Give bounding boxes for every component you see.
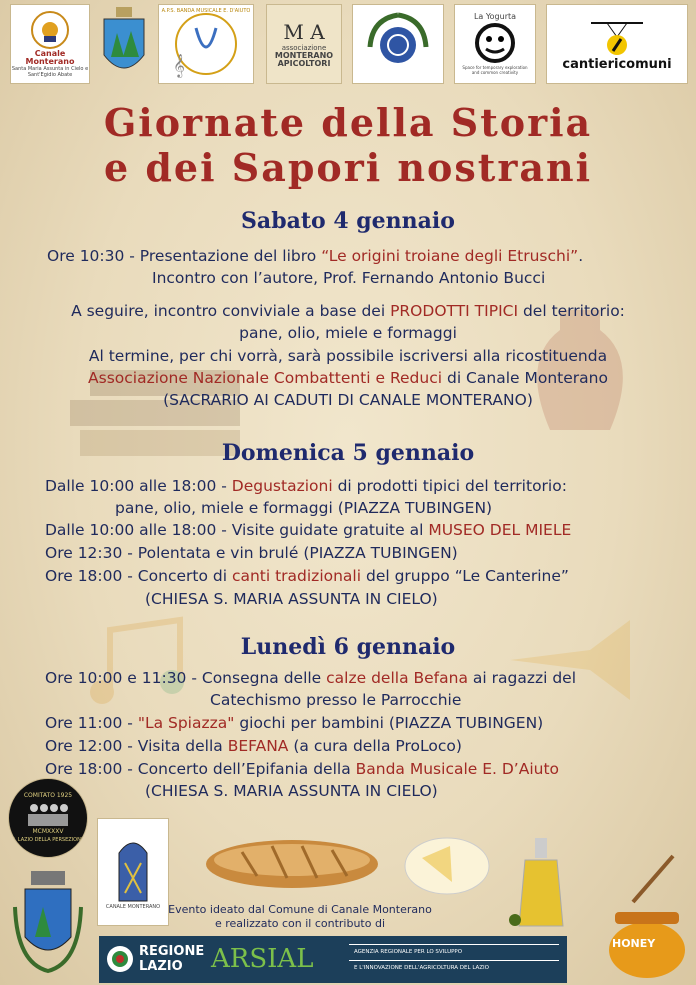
dom-line-3 xyxy=(45,520,571,540)
logo-banda-text: A.P.S. BANDA MUSICALE E. D'AIUTO xyxy=(161,8,251,14)
lun-line-4 xyxy=(45,736,462,756)
yogurta-face-icon xyxy=(472,21,518,65)
apic-name1: MONTERANO xyxy=(274,51,334,60)
dom-l1-end: di prodotti tipici del territorio: xyxy=(332,477,567,495)
arsial-logo: ARSIAL xyxy=(211,944,314,974)
logo-banda-musicale xyxy=(158,4,254,84)
lun-l5-highlight: Banda Musicale E. D’Aiuto xyxy=(355,760,560,778)
arsial-sub-2: E L'INNOVAZIONE DELL'AGRICOLTURA DEL LAZIO xyxy=(354,965,489,971)
sab-line-3 xyxy=(0,301,696,321)
sab-l6-highlight: Associazione Nazionale Combattenti e Reduci xyxy=(88,369,443,387)
lun-l3-text: Ore 11:00 - xyxy=(45,714,138,732)
dom-l5-end: del gruppo “Le Canterine” xyxy=(361,567,569,585)
day-heading-sabato: Sabato 4 gennaio xyxy=(241,208,455,234)
logo-crest xyxy=(98,4,150,84)
dom-line-4: Ore 12:30 - Polentata e vin brulé (PIAZZA TUBINGEN) xyxy=(45,544,458,562)
lun-l4-end: (a cura della ProLoco) xyxy=(288,737,462,755)
logo-cantiericomuni xyxy=(546,4,688,84)
dom-l1-text: Dalle 10:00 alle 18:00 - xyxy=(45,477,232,495)
sab-line-4: pane, olio, miele e formaggi xyxy=(239,324,457,342)
apic-assoc: associazione xyxy=(281,44,327,52)
lun-l1-highlight: calze della Befana xyxy=(326,669,468,687)
logo-laurel-wreath xyxy=(352,4,444,84)
cantieri-name: cantiericomuni xyxy=(562,56,672,72)
lun-l1-text: Ore 10:00 e 11:30 - Consegna delle xyxy=(45,669,327,687)
laurel-wreath-icon xyxy=(358,7,438,81)
day-heading-lunedi: Lunedì 6 gennaio xyxy=(240,634,456,660)
sab-line-1 xyxy=(47,246,583,266)
stained-glass-icon xyxy=(113,833,153,903)
cheese-wheel-icon xyxy=(402,828,492,898)
dom-l3-text: Dalle 10:00 alle 18:00 - Visite guidate gratuite al xyxy=(45,521,429,539)
logo-comitato-1925 xyxy=(8,778,88,858)
sab-l1-end: . xyxy=(578,247,584,265)
sab-l1-book-title: “Le origini troiane degli Etruschi” xyxy=(321,247,579,265)
crest-icon xyxy=(99,5,149,83)
logo-la-yogurta xyxy=(454,4,536,84)
comitato-band: IL LAZIO DELLA PERSEZIONE xyxy=(11,837,85,843)
lazio-word: LAZIO xyxy=(139,959,183,974)
sun-emblem-icon xyxy=(30,10,70,50)
honey-label: HONEY xyxy=(612,937,656,950)
sab-l1-text: Ore 10:30 - Presentazione del libro xyxy=(47,247,322,265)
arsial-divider xyxy=(349,944,559,945)
sab-line-6 xyxy=(0,368,696,388)
lun-line-3 xyxy=(45,713,543,733)
music-notes-decoration-icon xyxy=(70,610,220,720)
dom-l1-highlight: Degustazioni xyxy=(231,477,333,495)
day-heading-domenica: Domenica 5 gennaio xyxy=(221,440,475,466)
dom-l5-text: Ore 18:00 - Concerto di xyxy=(45,567,232,585)
olive-oil-bottle-icon xyxy=(505,836,575,936)
monterano-small-text: CANALE MONTERANO xyxy=(105,904,161,910)
dom-l5-highlight: canti tradizionali xyxy=(231,567,362,585)
apic-name2: APICOLTORI xyxy=(277,59,331,68)
sab-line-5: Al termine, per chi vorrà, sarà possibile iscriversi alla ricostituenda xyxy=(88,347,608,365)
lun-l5-text: Ore 18:00 - Concerto dell’Epifania della xyxy=(45,760,356,778)
lun-l4-highlight: BEFANA xyxy=(227,737,289,755)
logo-canale-sub: Santa Maria Assunta in Cielo e Sant'Egidio Abate xyxy=(11,66,89,78)
sab-l3-highlight: PRODOTTI TIPICI xyxy=(390,302,519,320)
choir-figures-icon xyxy=(26,800,70,828)
sab-l3-text: A seguire, incontro conviviale a base dei xyxy=(71,302,391,320)
regione-lazio xyxy=(139,944,204,974)
page-title-line1: Giornate della Storia xyxy=(103,100,593,145)
comitato-title: COMITATO 1925 xyxy=(23,792,73,799)
svg-text:𝄞: 𝄞 xyxy=(173,53,185,77)
lun-line-1 xyxy=(45,668,576,688)
lun-line-5 xyxy=(45,759,559,779)
footer-line-2: e realizzato con il contributo di xyxy=(214,917,386,930)
lun-l1-end: ai ragazzi del xyxy=(467,669,577,687)
sab-line-2: Incontro con l’autore, Prof. Fernando Antonio Bucci xyxy=(152,269,546,287)
sab-l3-end: del territorio: xyxy=(518,302,625,320)
lun-line-2: Catechismo presso le Parrocchie xyxy=(210,691,462,709)
yogurta-title: La Yogurta xyxy=(473,12,517,21)
bread-loaf-icon xyxy=(202,832,382,892)
dom-line-1 xyxy=(45,476,567,496)
page-title-line2: e dei Sapori nostrani xyxy=(103,145,593,190)
sponsor-bar xyxy=(99,936,567,983)
worker-crane-icon xyxy=(587,17,647,57)
sab-l6-end: di Canale Monterano xyxy=(442,369,608,387)
logo-municipal-crest xyxy=(8,866,88,980)
dom-line-5 xyxy=(45,566,569,586)
logo-monterano-apicoltori xyxy=(266,4,342,84)
logo-canale-name: Canale Monterano xyxy=(25,49,75,66)
regione-lazio-emblem-icon xyxy=(105,944,135,974)
music-lyre-icon xyxy=(161,6,251,82)
lun-line-6: (CHIESA S. MARIA ASSUNTA IN CIELO) xyxy=(145,782,438,800)
lun-l4-text: Ore 12:00 - Visita della xyxy=(45,737,228,755)
logo-canale-monterano xyxy=(10,4,90,84)
honey-pot-icon xyxy=(603,852,691,980)
yogurta-sub: Space for temporary exploration and common creativity xyxy=(462,65,528,75)
comitato-sub: MCMXXXV xyxy=(32,828,64,835)
dom-l3-highlight: MUSEO DEL MIELE xyxy=(428,521,572,539)
apic-ma: M A xyxy=(283,20,325,44)
arsial-sub-1: AGENZIA REGIONALE PER LO SVILUPPO xyxy=(354,949,463,955)
footer-line-1: Evento ideato dal Comune di Canale Monterano xyxy=(168,903,432,916)
municipal-crest-icon xyxy=(9,867,87,979)
dom-line-6: (CHIESA S. MARIA ASSUNTA IN CIELO) xyxy=(145,590,438,608)
lun-l3-end: giochi per bambini (PIAZZA TUBINGEN) xyxy=(234,714,544,732)
regione-word: REGIONE xyxy=(139,944,205,959)
sab-line-7: (SACRARIO AI CADUTI DI CANALE MONTERANO) xyxy=(163,391,533,409)
trumpet-decoration-icon xyxy=(500,600,640,720)
dom-line-2: pane, olio, miele e formaggi (PIAZZA TUBINGEN) xyxy=(115,499,493,517)
lun-l3-highlight: "La Spiazza" xyxy=(137,714,235,732)
arsial-divider-2 xyxy=(349,960,559,961)
